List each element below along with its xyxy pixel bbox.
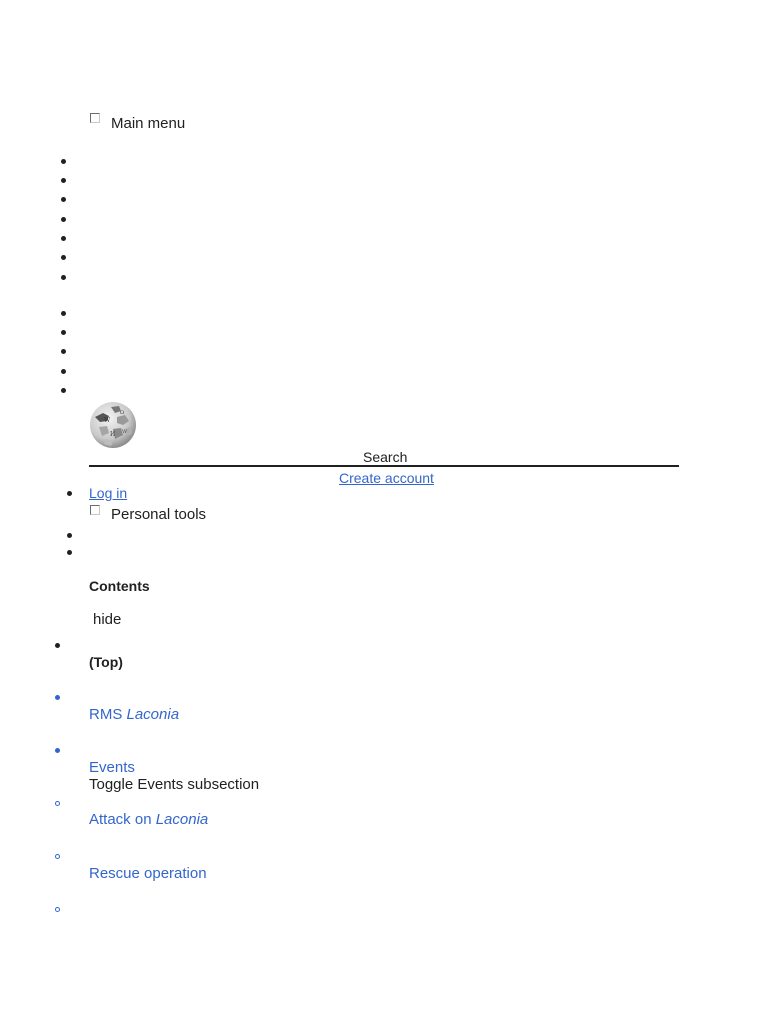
- log-in-link[interactable]: Log in: [89, 485, 128, 501]
- main-menu-item[interactable]: [61, 178, 66, 183]
- bullet-icon: [55, 748, 60, 753]
- bullet-icon: [55, 695, 60, 700]
- wikipedia-globe-icon[interactable]: [89, 401, 137, 449]
- main-menu-checkbox[interactable]: [90, 113, 100, 123]
- main-menu-item[interactable]: [61, 349, 66, 354]
- toc-item-rms-ship: Laconia: [126, 706, 180, 723]
- main-menu-item[interactable]: [61, 369, 66, 374]
- svg-text:И: И: [110, 431, 116, 438]
- main-menu-item[interactable]: [61, 275, 66, 280]
- toc-item-rms-laconia[interactable]: [89, 706, 179, 724]
- toc-item-attack-ship: Laconia: [155, 811, 209, 828]
- search-label[interactable]: Search: [363, 449, 408, 465]
- main-menu-item[interactable]: [61, 159, 66, 164]
- main-menu-item[interactable]: [61, 217, 66, 222]
- personal-tools-item[interactable]: [67, 533, 72, 538]
- toc-item-rms-prefix: RMS: [89, 706, 127, 723]
- toc-item-attack-on-laconia[interactable]: [89, 811, 208, 829]
- svg-text:Ω: Ω: [120, 410, 125, 416]
- search-input-underline[interactable]: [89, 465, 679, 467]
- toc-hide-button[interactable]: hide: [93, 611, 122, 628]
- main-menu-label[interactable]: Main menu: [111, 115, 186, 132]
- toc-item-top[interactable]: (Top): [89, 654, 123, 670]
- toc-item-attack-prefix: Attack on: [89, 811, 156, 828]
- toc-item-rescue-operation[interactable]: Rescue operation: [89, 865, 207, 882]
- bullet-icon: [55, 643, 60, 648]
- toc-heading: Contents: [89, 578, 150, 594]
- main-menu-item[interactable]: [61, 236, 66, 241]
- main-menu-item[interactable]: [61, 255, 66, 260]
- toc-item-events[interactable]: Events: [89, 759, 135, 776]
- main-menu-item[interactable]: [61, 311, 66, 316]
- svg-text:W: W: [122, 429, 128, 435]
- create-account-link[interactable]: Create account: [339, 470, 434, 486]
- bullet-icon: [55, 854, 60, 859]
- svg-text:W: W: [104, 417, 111, 424]
- main-menu-item[interactable]: [61, 388, 66, 393]
- personal-tools-label[interactable]: Personal tools: [111, 506, 207, 523]
- bullet-icon: [55, 801, 60, 806]
- main-menu-item[interactable]: [61, 197, 66, 202]
- main-menu-item[interactable]: [61, 330, 66, 335]
- bullet-icon: [67, 491, 72, 496]
- toc-events-toggle[interactable]: Toggle Events subsection: [89, 776, 260, 793]
- personal-tools-item[interactable]: [67, 550, 72, 555]
- bullet-icon: [55, 907, 60, 912]
- personal-tools-checkbox[interactable]: [90, 505, 100, 515]
